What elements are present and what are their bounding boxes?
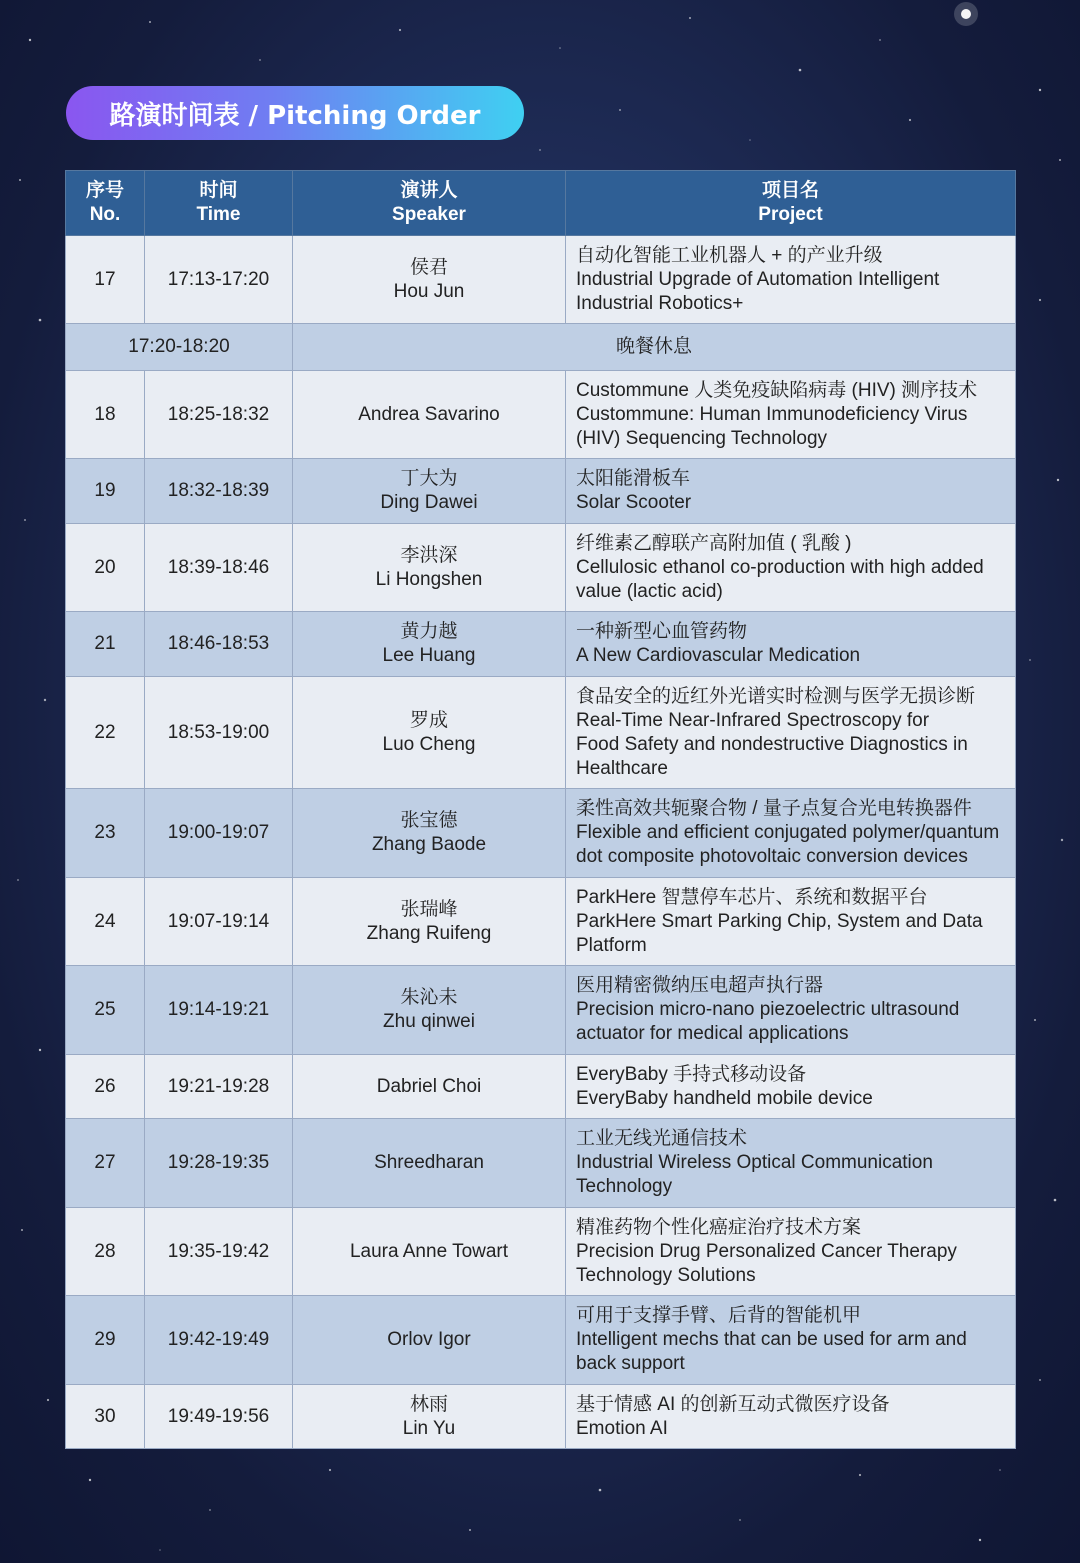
header-no: 序号 No.	[66, 171, 145, 236]
row-project: 太阳能滑板车 Solar Scooter	[566, 459, 1016, 524]
header-project: 项目名 Project	[566, 171, 1016, 236]
row-project: ParkHere 智慧停车芯片、系统和数据平台 ParkHere Smart Parking Chip, System and Data Platform	[566, 878, 1016, 966]
row-no: 29	[66, 1296, 145, 1385]
row-speaker: Shreedharan	[293, 1119, 566, 1208]
row-speaker: 黄力越 Lee Huang	[293, 612, 566, 677]
row-no: 27	[66, 1119, 145, 1208]
row-speaker: 林雨 Lin Yu	[293, 1385, 566, 1449]
table-row	[66, 1119, 1016, 1208]
row-no: 30	[66, 1385, 145, 1449]
table-row	[66, 1055, 1016, 1119]
table-row	[66, 236, 1016, 324]
table-row	[66, 612, 1016, 677]
table-row	[66, 789, 1016, 878]
row-speaker: 丁大为 Ding Dawei	[293, 459, 566, 524]
row-time: 19:21-19:28	[145, 1055, 293, 1119]
row-project: 柔性高效共轭聚合物 / 量子点复合光电转换器件 Flexible and efficient conjugated polymer/quantum dot composite photovoltaic conversion devices	[566, 789, 1016, 878]
table-row	[66, 677, 1016, 789]
break-time: 17:20-18:20	[66, 324, 293, 371]
row-time: 18:32-18:39	[145, 459, 293, 524]
table-row	[66, 1208, 1016, 1296]
row-no: 24	[66, 878, 145, 966]
row-project: 基于情感 AI 的创新互动式微医疗设备 Emotion AI	[566, 1385, 1016, 1449]
row-project: Custommune 人类免疫缺陷病毒 (HIV) 测序技术 Custommune: Human Immunodeficiency Virus (HIV) Sequencing Technology	[566, 371, 1016, 459]
row-no: 18	[66, 371, 145, 459]
row-time: 19:07-19:14	[145, 878, 293, 966]
table-header-row	[66, 171, 1016, 236]
row-no: 26	[66, 1055, 145, 1119]
row-no: 25	[66, 966, 145, 1055]
row-project: 精准药物个性化癌症治疗技术方案 Precision Drug Personalized Cancer Therapy Technology Solutions	[566, 1208, 1016, 1296]
row-speaker: Andrea Savarino	[293, 371, 566, 459]
table-row	[66, 1385, 1016, 1449]
row-project: 纤维素乙醇联产高附加值 ( 乳酸 ) Cellulosic ethanol co-production with high added value (lactic acid)	[566, 524, 1016, 612]
row-time: 18:46-18:53	[145, 612, 293, 677]
row-no: 20	[66, 524, 145, 612]
pitching-order-table	[65, 170, 1016, 1449]
row-no: 21	[66, 612, 145, 677]
row-speaker: Orlov Igor	[293, 1296, 566, 1385]
row-speaker: 侯君 Hou Jun	[293, 236, 566, 324]
header-speaker: 演讲人 Speaker	[293, 171, 566, 236]
row-speaker: Dabriel Choi	[293, 1055, 566, 1119]
break-label: 晚餐休息	[293, 324, 1016, 371]
row-project: 一种新型心血管药物 A New Cardiovascular Medication	[566, 612, 1016, 677]
row-speaker: 朱沁未 Zhu qinwei	[293, 966, 566, 1055]
page-title: 路演时间表 / Pitching Order	[66, 86, 524, 140]
row-project: EveryBaby 手持式移动设备 EveryBaby handheld mobile device	[566, 1055, 1016, 1119]
table-row	[66, 371, 1016, 459]
row-speaker: 罗成 Luo Cheng	[293, 677, 566, 789]
row-speaker: Laura Anne Towart	[293, 1208, 566, 1296]
row-time: 18:25-18:32	[145, 371, 293, 459]
row-no: 28	[66, 1208, 145, 1296]
table-row	[66, 1296, 1016, 1385]
row-no: 22	[66, 677, 145, 789]
header-time: 时间 Time	[145, 171, 293, 236]
table-row	[66, 459, 1016, 524]
row-no: 19	[66, 459, 145, 524]
break-row	[66, 324, 1016, 371]
row-project: 可用于支撑手臂、后背的智能机甲 Intelligent mechs that can be used for arm and back support	[566, 1296, 1016, 1385]
row-time: 19:28-19:35	[145, 1119, 293, 1208]
row-no: 17	[66, 236, 145, 324]
row-project: 食品安全的近红外光谱实时检测与医学无损诊断 Real-Time Near-Infrared Spectroscopy for Food Safety and nondestructive Diagnostics in Healthcare	[566, 677, 1016, 789]
row-time: 19:49-19:56	[145, 1385, 293, 1449]
table-row	[66, 878, 1016, 966]
row-speaker: 李洪深 Li Hongshen	[293, 524, 566, 612]
row-time: 19:42-19:49	[145, 1296, 293, 1385]
row-time: 19:14-19:21	[145, 966, 293, 1055]
row-speaker: 张宝德 Zhang Baode	[293, 789, 566, 878]
row-speaker: 张瑞峰 Zhang Ruifeng	[293, 878, 566, 966]
row-project: 医用精密微纳压电超声执行器 Precision micro-nano piezoelectric ultrasound actuator for medical applications	[566, 966, 1016, 1055]
row-time: 19:35-19:42	[145, 1208, 293, 1296]
table-row	[66, 524, 1016, 612]
row-time: 18:39-18:46	[145, 524, 293, 612]
row-project: 自动化智能工业机器人 + 的产业升级 Industrial Upgrade of Automation Intelligent Industrial Robotics+	[566, 236, 1016, 324]
row-time: 18:53-19:00	[145, 677, 293, 789]
row-time: 19:00-19:07	[145, 789, 293, 878]
row-no: 23	[66, 789, 145, 878]
row-project: 工业无线光通信技术 Industrial Wireless Optical Communication Technology	[566, 1119, 1016, 1208]
row-time: 17:13-17:20	[145, 236, 293, 324]
table-row	[66, 966, 1016, 1055]
